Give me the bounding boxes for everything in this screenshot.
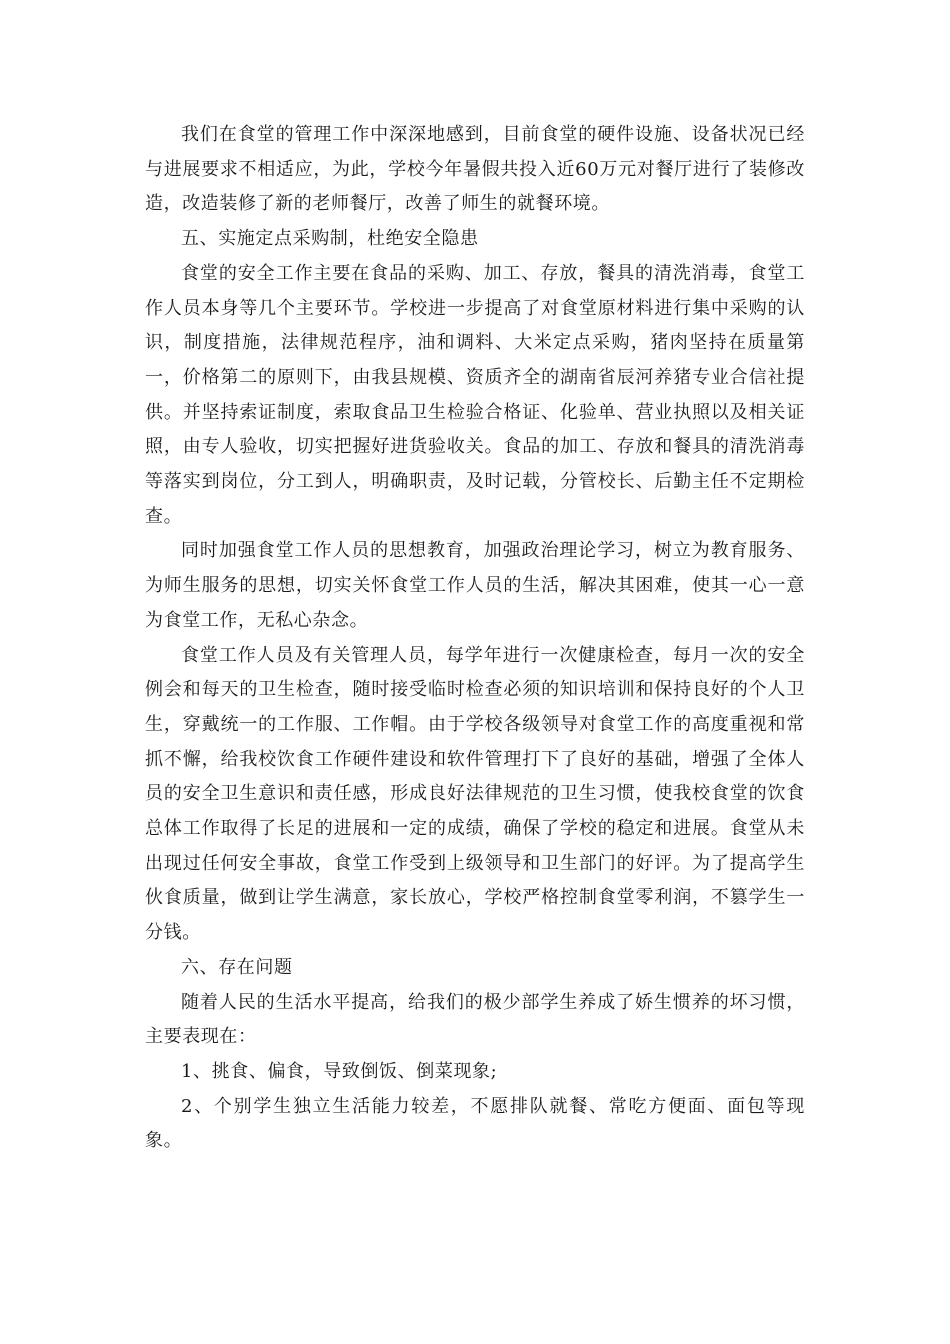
- document-body: [145, 118, 805, 1159]
- section-heading-six: 六、存在问题: [181, 956, 293, 978]
- paragraph-procurement: 食堂的安全工作主要在食品的采购、加工、存放，餐具的清洗消毒，食堂工作人员本身等几个主要环节。学校进一步提高了对食堂原材料进行集中采购的认识，制度措施，法律规范程序，油和调料、大米定点采购，猪肉坚持在质量第一，价格第二的原则下，由我县规模、资质齐全的湖南省辰河养猪专业合信社提供。并坚持索证制度，索取食品卫生检验合格证、化验单、营业执照以及相关证照，由专人验收，切实把握好进货验收关。食品的加工、存放和餐具的清洗消毒等落实到岗位，分工到人，明确职责，及时记载，分管校长、后勤主任不定期检查。: [145, 262, 805, 527]
- section-heading-five: 五、实施定点采购制，杜绝安全隐患: [181, 228, 479, 250]
- paragraph-problems-intro: 随着人民的生活水平提高，给我们的极少部学生养成了娇生惯养的坏习惯，主要表现在：: [145, 991, 805, 1048]
- paragraph-staff-education: 同时加强食堂工作人员的思想教育，加强政治理论学习，树立为教育服务、为师生服务的思想，切实关怀食堂工作人员的生活，解决其困难，使其一心一意为食堂工作，无私心杂念。: [145, 540, 805, 631]
- list-item-picky-eating: 1、挑食、偏食，导致倒饭、倒菜现象;: [181, 1060, 498, 1082]
- paragraph-health-checks: 食堂工作人员及有关管理人员，每学年进行一次健康检查，每月一次的安全例会和每天的卫生检查，随时接受临时检查必须的知识培训和保持良好的个人卫生，穿戴统一的工作服、工作帽。由于学校各级领导对食堂工作的高度重视和常抓不懈，给我校饮食工作硬件建设和软件管理打下了良好的基础，增强了全体人员的安全卫生意识和责任感，形成良好法律规范的卫生习惯，使我校食堂的饮食总体工作取得了长足的进展和一定的成绩，确保了学校的稳定和进展。食堂从未出现过任何安全事故，食堂工作受到上级领导和卫生部门的好评。为了提高学生伙食质量，做到让学生满意，家长放心，学校严格控制食堂零利润，不篡学生一分钱。: [145, 644, 805, 944]
- paragraph-renovation: 我们在食堂的管理工作中深深地感到，目前食堂的硬件设施、设备状况已经与进展要求不相适应，为此，学校今年暑假共投入近60万元对餐厅进行了装修改造，改造装修了新的老师餐厅，改善了师生的就餐环境。: [145, 124, 805, 215]
- list-item-independence: 2、个别学生独立生活能力较差，不愿排队就餐、常吃方便面、面包等现象。: [145, 1095, 805, 1152]
